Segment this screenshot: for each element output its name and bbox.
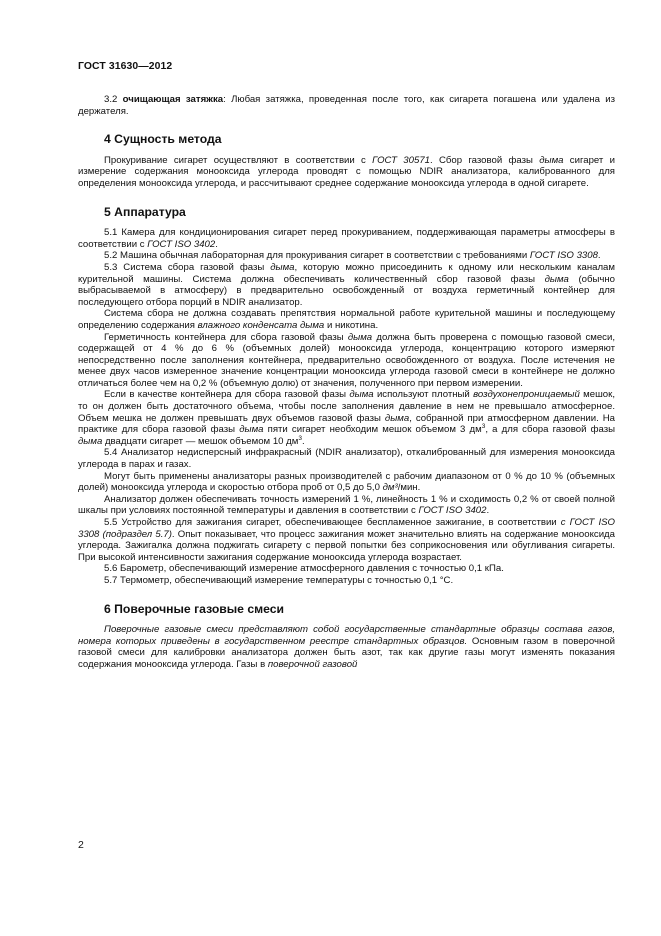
section-6-heading: 6 Поверочные газовые смеси — [104, 601, 285, 616]
page-number: 2 — [78, 839, 84, 851]
clause-5-6: 5.6 Барометр, обеспечивающий измерение атмосферного давления с точностью 0,1 кПа. — [104, 563, 504, 575]
section-5-heading: 5 Аппаратура — [104, 204, 186, 219]
clause-5-4-para-3: Анализатор должен обеспечивать точность измерений 1 %, линейность 1 % и сходимость 0,2 % от своей полной шкалы при условиях постоянной температуры и давления в соответствии с ГОСТ ISO 3402. — [78, 493, 615, 517]
clause-5-4-para-2: Могут быть применены анализаторы разных производителей с рабочим диапазоном от 0 % до 10 % (объемных долей) монооксида углерода и скоростью отбора проб от 0,5 до 5,0 дм³/мин. — [78, 470, 615, 494]
clause-5-3-para-4: Если в качестве контейнера для сбора газовой фазы дыма используют плотный воздухонепроницаемый мешок, то он должен быть достаточного объема, чтобы после заполнения давление в нем не превышало атмосферное. Объем мешка не должен превышать двух объемов газовой фазы дыма, собранной при атмосферном давлении. На практике для сбора газовой фазы дыма пяти сигарет необходим мешок объемом 3 $дм^3$, а для сбора газовой фазы дыма двадцати сигарет — мешок объемом 10 $дм^3$. — [78, 389, 615, 447]
clause-5-3-para-2: Система сбора не должна создавать препятствия нормальной работе курительной машины и последующему определению содержания влажного конденсата дыма и никотина. — [78, 308, 615, 331]
document-code-header: ГОСТ 31630—2012 — [78, 61, 173, 72]
clause-5-2: 5.2 Машина обычная лабораторная для прокуривания сигарет в соответствии с требованиями ГОСТ ISO 3308. — [104, 250, 601, 262]
clause-5-7: 5.7 Термометр, обеспечивающий измерение температуры с точностью 0,1 °С. — [104, 574, 454, 586]
clause-5-3: 5.3 Система сбора газовой фазы дыма, которую можно присоединить к одному или нескольким каналам курительной машины. Система должна обеспечивать количественный сбор газовой фазы дыма (обычно выбрасываемой в атмосферу) в предварительно освобожденный от воздуха герметичный контейнер для последующего отбора порций в NDIR анализатор. — [78, 261, 615, 308]
clause-5-4: 5.4 Анализатор недисперсный инфракрасный (NDIR анализатор), откалиброванный для измерения монооксида углерода в парах и газах. — [78, 447, 615, 471]
section-6-paragraph: Поверочные газовые смеси представляют собой государственные стандартные образцы состава газов, номера которых приведены в государственном реестре стандартных образцов. Основным газом в поверочной газовой смеси для калибровки анализатора должен быть азот, так как другие газы могут изменять показания содержания монооксида углерода. Газы в поверочной газовой — [78, 624, 615, 670]
clause-5-3-para-3: Герметичность контейнера для сбора газовой фазы дыма должна быть проверена с помощью газовой смеси, содержащей от 4 % до 6 % (объемных долей) монооксида углерода, концентрацию которого измеряют непосредственно после заполнения контейнера, предварительно освобожденного от воздуха. После истечения не менее двух часов измеренное значение концентрации монооксида углерода газовой смеси в контейнере не должно отличаться более чем на 0,2 % (объемную долю) от значения, полученного при первом измерении. — [78, 331, 616, 389]
clause-5-5: 5.5 Устройство для зажигания сигарет, обеспечивающее беспламенное зажигание, в соответствии с ГОСТ ISO 3308 (подраздел 5.7). Опыт показывает, что процесс зажигания может значительно влиять на содержание монооксида углерода. Зажигалка должна поджигать сигарету с первой попытки без соприкосновения или обугливания сигареты. При высокой интенсивности зажигания содержание монооксида углерода возрастает. — [78, 517, 615, 563]
clause-5-1: 5.1 Камера для кондиционирования сигарет перед прокуриванием, поддерживающая параметры атмосферы в соответствии с ГОСТ ISO 3402. — [78, 227, 615, 250]
clause-3-2: 3.2 очищающая затяжка: Любая затяжка, проведенная после того, как сигарета погашена или удалена из держателя. — [78, 94, 615, 117]
page-content — [78, 90, 615, 671]
section-4-paragraph: Прокуривание сигарет осуществляют в соответствии с ГОСТ 30571. Сбор газовой фазы дыма сигарет и измерение содержания монооксида углерода проводят с помощью NDIR анализатора, калиброванного для определения монооксида углерода, и рассчитывают среднее содержание монооксида углерода в одной сигарете. — [78, 154, 615, 189]
section-4-heading: 4 Сущность метода — [104, 132, 222, 147]
